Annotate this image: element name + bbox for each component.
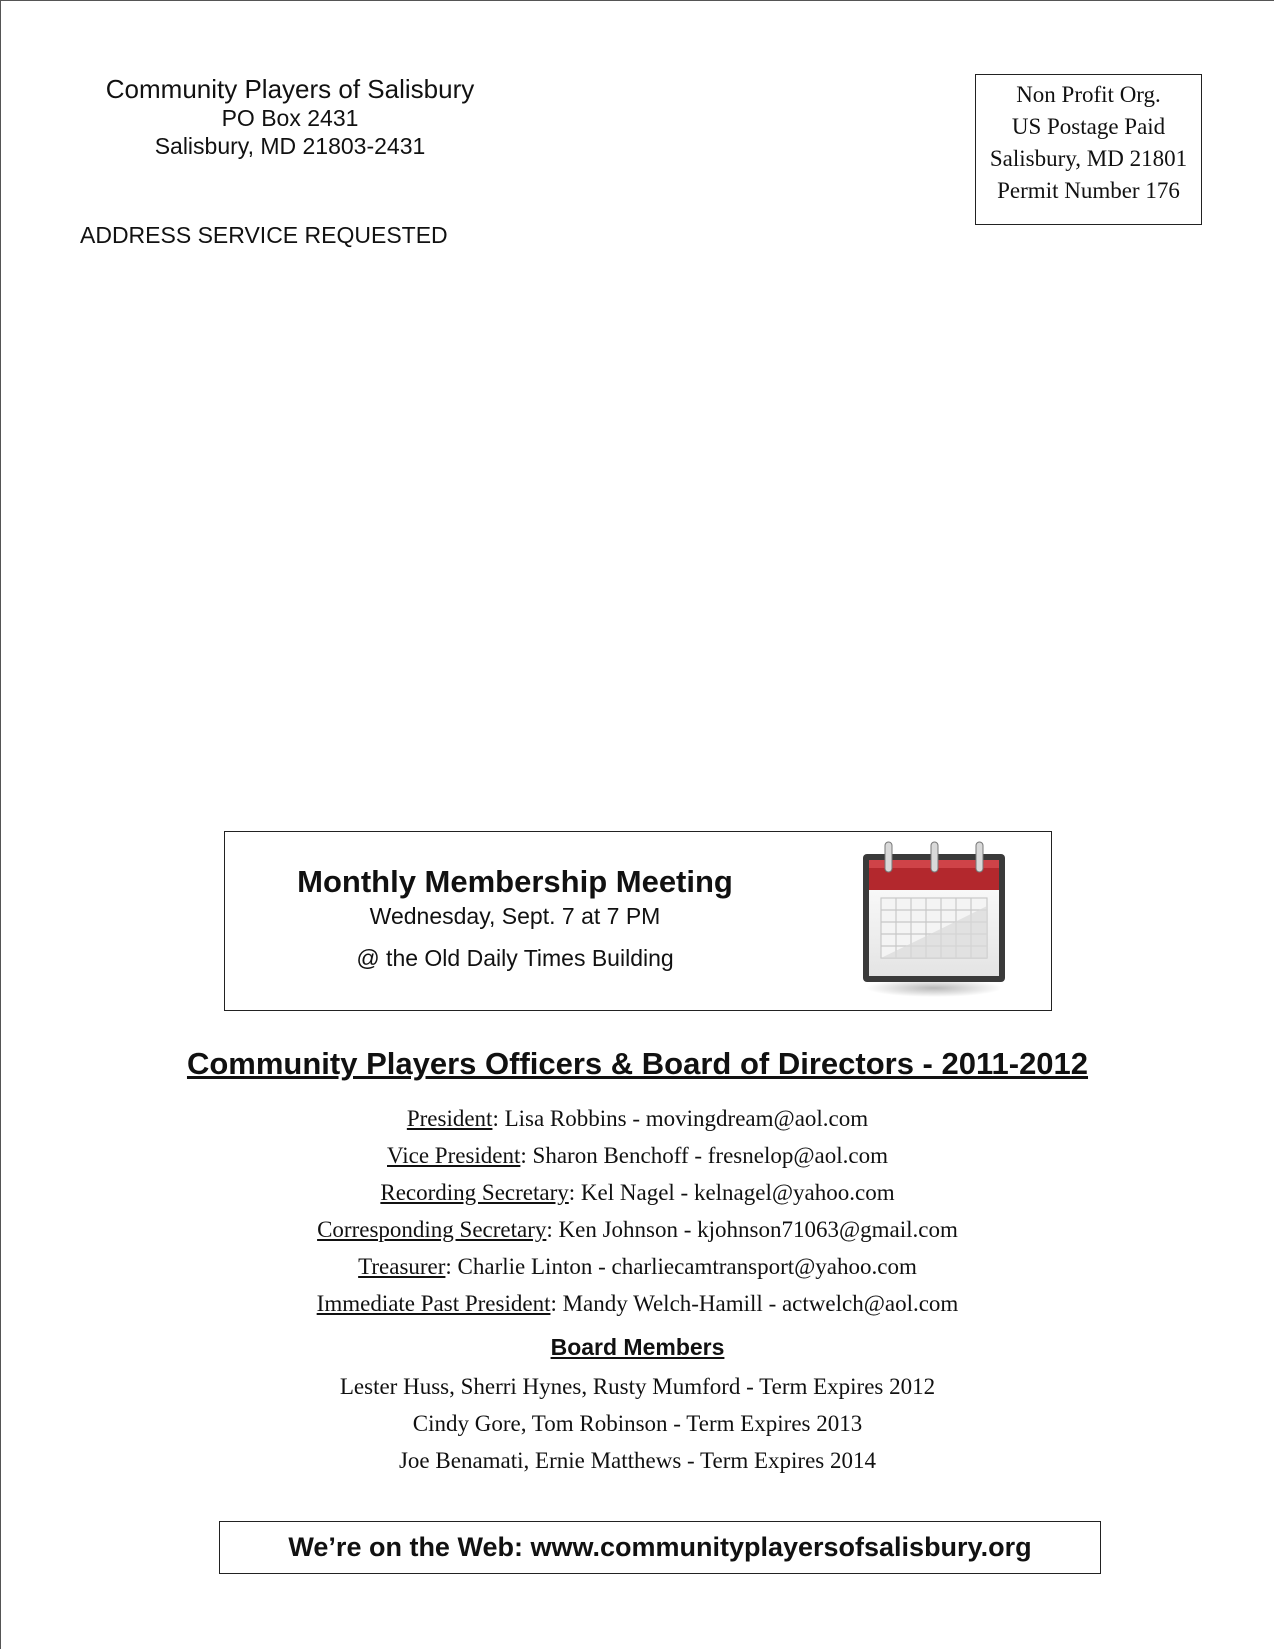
meeting-location: @ the Old Daily Times Building <box>356 945 674 971</box>
officer-detail: : Mandy Welch-Hamill - actwelch@aol.com <box>550 1291 959 1316</box>
officer-row <box>0 1174 1275 1211</box>
officer-row <box>0 1285 1275 1322</box>
officer-detail: : Kel Nagel - kelnagel@yahoo.com <box>568 1180 895 1205</box>
calendar-icon <box>859 840 1009 1000</box>
postage-line-2: US Postage Paid <box>1011 114 1166 139</box>
city-state-zip: Salisbury, MD 21803-2431 <box>154 133 426 159</box>
postage-line-3: Salisbury, MD 21801 <box>989 146 1188 171</box>
board-member-row: Lester Huss, Sherri Hynes, Rusty Mumford - Term Expires 2012 <box>339 1374 936 1399</box>
officer-row <box>0 1137 1275 1174</box>
officer-role: Treasurer <box>358 1254 446 1279</box>
po-box: PO Box 2431 <box>221 105 359 131</box>
meeting-title: Monthly Membership Meeting <box>297 864 733 899</box>
officer-row <box>0 1248 1275 1285</box>
officer-role: Immediate Past President <box>316 1291 551 1316</box>
officer-detail: : Charlie Linton - charliecamtransport@yahoo.com <box>445 1254 917 1279</box>
org-name: Community Players of Salisbury <box>105 74 475 104</box>
meeting-text <box>275 862 755 972</box>
web-banner: We’re on the Web: www.communityplayersofsalisbury.org <box>219 1521 1101 1574</box>
officer-row <box>0 1100 1275 1137</box>
postage-indicia <box>975 74 1202 225</box>
meeting-announcement <box>224 831 1052 1011</box>
board-members-list <box>0 1368 1275 1479</box>
officer-detail: : Lisa Robbins - movingdream@aol.com <box>492 1106 869 1131</box>
officer-role: Recording Secretary <box>380 1180 569 1205</box>
officers-list <box>0 1100 1275 1322</box>
postage-line-4: Permit Number 176 <box>997 178 1180 203</box>
address-service-note: ADDRESS SERVICE REQUESTED <box>80 222 448 248</box>
officer-row <box>0 1211 1275 1248</box>
return-address <box>80 74 500 160</box>
officer-role: Corresponding Secretary <box>317 1217 547 1242</box>
board-members-heading: Board Members <box>550 1334 725 1360</box>
officer-role: Vice President <box>387 1143 521 1168</box>
board-member-row: Joe Benamati, Ernie Matthews - Term Expires 2014 <box>398 1448 876 1473</box>
meeting-date: Wednesday, Sept. 7 at 7 PM <box>369 903 661 929</box>
officer-detail: : Ken Johnson - kjohnson71063@gmail.com <box>546 1217 958 1242</box>
officer-detail: : Sharon Benchoff - fresnelop@aol.com <box>520 1143 888 1168</box>
officer-role: President <box>406 1106 493 1131</box>
board-title: Community Players Officers & Board of Directors - 2011-2012 <box>186 1046 1089 1081</box>
postage-line-1: Non Profit Org. <box>1016 82 1161 107</box>
board-member-row: Cindy Gore, Tom Robinson - Term Expires 2013 <box>412 1411 863 1436</box>
